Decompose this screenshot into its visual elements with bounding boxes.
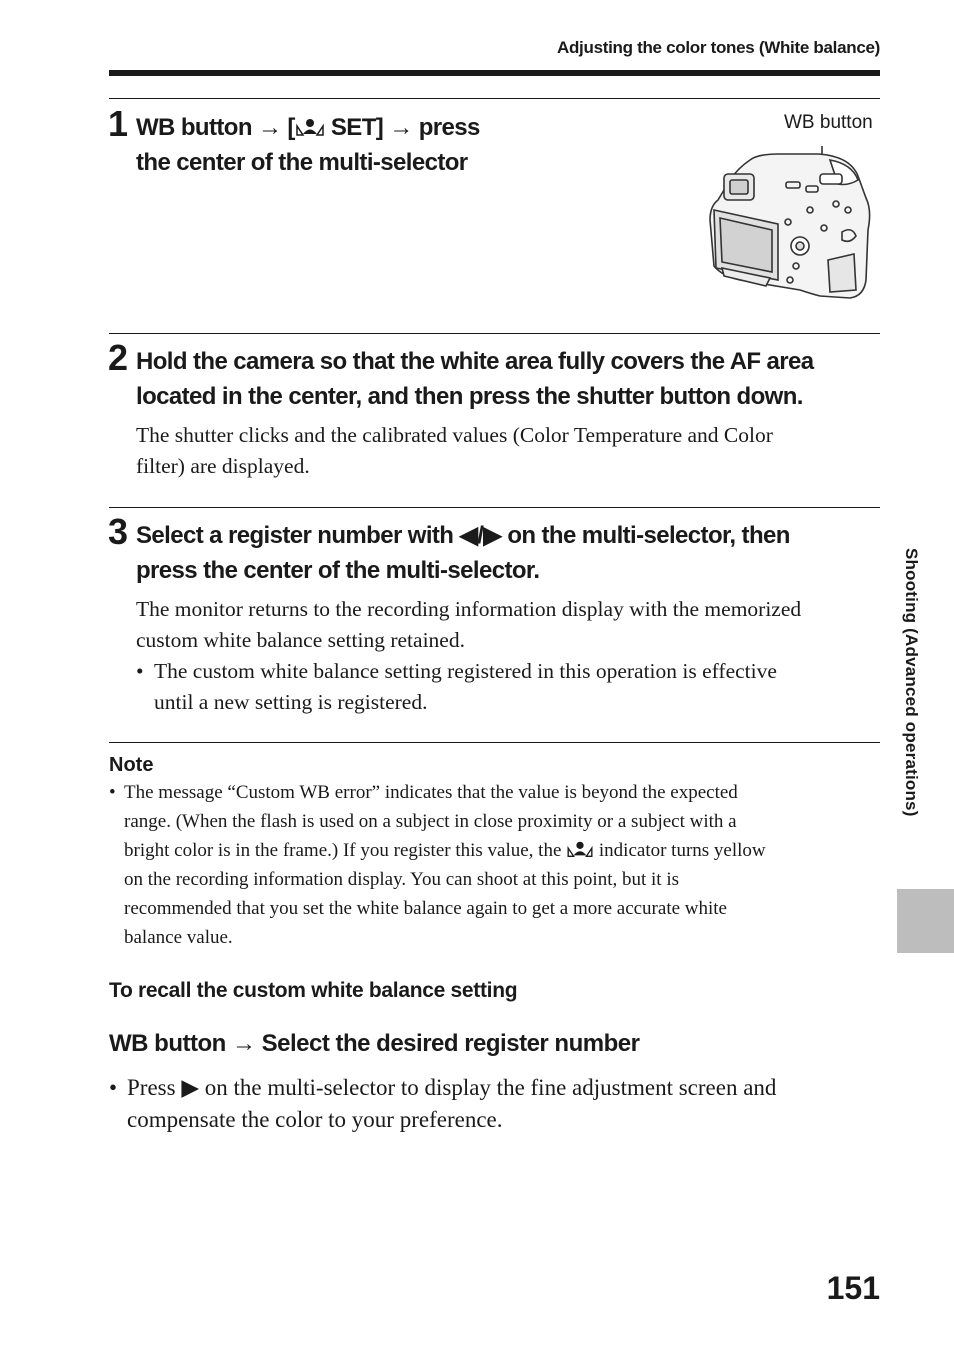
step2-body [136, 420, 876, 482]
section-side-label [897, 548, 921, 870]
step1-heading-d: press [412, 114, 480, 141]
arrow-icon: → [231, 1030, 256, 1057]
recall-bullet-b: on the multi-selector to display the fine adjustment screen and [199, 1075, 777, 1100]
recall-bullet-a: Press [127, 1075, 182, 1100]
step1-heading-c: SET] [324, 114, 390, 141]
step3-heading-b: on the multi-selector, then [501, 522, 790, 549]
section-side-label-text: Shooting (Advanced operations) [902, 548, 921, 817]
recall-bullet-line2: compensate the color to your preference. [127, 1107, 503, 1132]
recall-title: To recall the custom white balance setting [109, 979, 518, 1002]
wb-button-caption: WB button [784, 112, 873, 133]
note-line3-b: indicator turns yellow [594, 840, 766, 861]
recall-heading-b: Select the desired register number [255, 1030, 640, 1057]
note-label: Note [109, 754, 154, 776]
step3-body-line2: custom white balance setting retained. [136, 628, 465, 652]
step1-heading [136, 110, 656, 180]
recall-heading-a: WB button [109, 1030, 232, 1057]
step3-heading-a: Select a register number with [136, 522, 460, 549]
step1-rule [109, 98, 880, 99]
step3-body-line1: The monitor returns to the recording information display with the memorized [136, 597, 802, 621]
note-line3-a: bright color is in the frame.) If you register this value, the [124, 840, 567, 861]
note-line5: recommended that you set the white balance again to get a more accurate white [124, 898, 727, 919]
step2-heading-line1: Hold the camera so that the white area fully covers the AF area [136, 348, 814, 375]
arrow-icon: → [257, 114, 282, 141]
left-right-arrows-icon: ◀/▶ [459, 522, 502, 549]
step3-body [136, 594, 881, 718]
running-head: Adjusting the color tones (White balance) [557, 38, 880, 57]
custom-wb-icon [566, 839, 594, 859]
step3-bullet-line1: • The custom white balance setting registered in this operation is effective [154, 659, 777, 683]
step3-bullet-line2: until a new setting is registered. [154, 690, 428, 714]
camera-illustration [700, 140, 880, 305]
recall-heading [109, 1030, 639, 1058]
note-line3 [124, 836, 879, 865]
note-body [109, 778, 879, 952]
step1-heading-line2: the center of the multi-selector [136, 149, 468, 176]
note-line6: balance value. [124, 927, 233, 948]
step3-rule [109, 507, 880, 508]
step2-rule [109, 333, 880, 334]
page-number: 151 [826, 1270, 880, 1306]
note-bullet [109, 778, 879, 952]
step2-heading [136, 344, 881, 414]
step3-heading-line2: press the center of the multi-selector. [136, 557, 540, 584]
recall-body [109, 1072, 869, 1136]
arrow-icon: → [389, 114, 413, 141]
right-arrow-icon: ▶ [181, 1075, 200, 1100]
step3-heading [136, 518, 881, 588]
step3-bullet [136, 656, 881, 718]
header-rule [109, 70, 880, 76]
section-tab-marker [897, 889, 954, 953]
recall-bullet [109, 1072, 869, 1136]
note-line2: range. (When the flash is used on a subject in close proximity or a subject with a [124, 811, 737, 832]
custom-wb-icon [295, 116, 325, 138]
step3-number: 3 [108, 511, 129, 552]
step2-body-line2: filter) are displayed. [136, 454, 310, 478]
step2-number: 2 [108, 337, 129, 378]
step2-body-line1: The shutter clicks and the calibrated values (Color Temperature and Color [136, 423, 773, 447]
step1-number: 1 [108, 103, 129, 144]
note-line1: • The message “Custom WB error” indicates that the value is beyond the expected [124, 782, 738, 803]
step1-heading-b: [ [281, 114, 295, 141]
step1-heading-a: WB button [136, 114, 258, 141]
step2-heading-line2: located in the center, and then press the shutter button down. [136, 383, 803, 410]
note-line4: on the recording information display. You can shoot at this point, but it is [124, 869, 679, 890]
note-rule [109, 742, 880, 743]
